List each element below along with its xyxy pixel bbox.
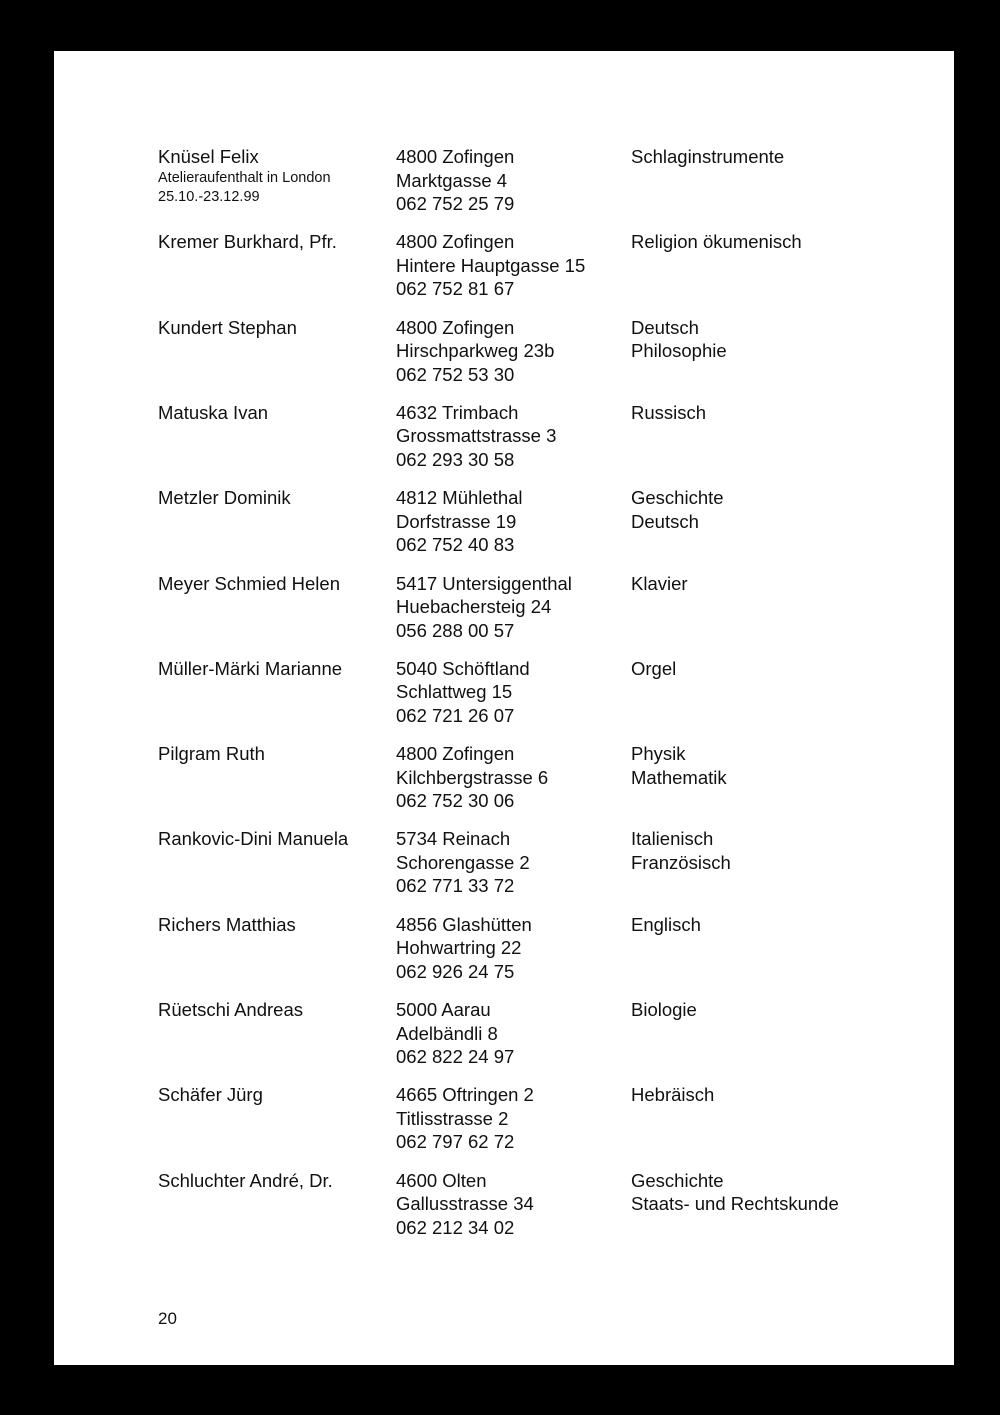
address-block: [396, 401, 556, 472]
address-block: [396, 827, 530, 898]
city-line: 5417 Untersiggenthal: [396, 572, 572, 594]
city-line: 4800 Zofingen: [396, 146, 515, 167]
subject-item: Klavier: [631, 572, 688, 594]
subjects: [631, 401, 706, 425]
city-line: 5040 Schöftland: [396, 657, 530, 679]
directory-entry: [54, 1169, 954, 1255]
subjects: [631, 316, 727, 363]
subject-item: Deutsch: [631, 316, 699, 338]
address-block: [396, 913, 532, 984]
person-note: [158, 169, 331, 207]
person-name: Rankovic-Dini Manuela: [158, 828, 349, 850]
phone-number: 062 926 24 75: [396, 960, 515, 982]
city-line: 4856 Glashütten: [396, 913, 532, 935]
subjects: [631, 230, 802, 254]
address-block: [396, 145, 514, 216]
address-block: [396, 230, 585, 301]
directory-entry: [54, 401, 954, 487]
person-name: Rüetschi Andreas: [158, 999, 304, 1020]
street-line: Hohwartring 22: [396, 937, 522, 959]
directory-entry: [54, 230, 954, 316]
phone-number: 062 212 34 02: [396, 1216, 515, 1238]
street-line: Huebachersteig 24: [396, 596, 552, 617]
address-block: [396, 1083, 534, 1154]
directory-entry: [54, 742, 954, 828]
subject-item: Französisch: [631, 851, 731, 873]
subjects: [631, 572, 688, 596]
street-line: Grossmattstrasse 3: [396, 425, 557, 447]
page-number: 20: [158, 1309, 177, 1328]
directory-entry: [54, 316, 954, 402]
subjects: [631, 486, 724, 533]
directory-entry: [54, 486, 954, 572]
street-line: Adelbändli 8: [396, 1022, 498, 1044]
directory-entry: [54, 657, 954, 743]
subject-item: Biologie: [631, 999, 697, 1020]
subjects: [631, 998, 697, 1022]
person-name: Kremer Burkhard, Pfr.: [158, 231, 337, 253]
subject-item: Englisch: [631, 913, 701, 935]
directory-entry: [54, 913, 954, 999]
city-line: 4812 Mühlethal: [396, 487, 523, 509]
street-line: Gallusstrasse 34: [396, 1193, 534, 1215]
phone-number: 062 293 30 58: [396, 448, 515, 470]
address-block: [396, 657, 530, 728]
city-line: 4600 Olten: [396, 1169, 487, 1191]
city-line: 4800 Zofingen: [396, 231, 515, 253]
address-block: [396, 998, 514, 1069]
phone-number: 062 771 33 72: [396, 875, 515, 897]
phone-number: 062 752 40 83: [396, 534, 515, 556]
street-line: Kilchbergstrasse 6: [396, 766, 549, 788]
person-name: Metzler Dominik: [158, 487, 291, 509]
directory-entry: [54, 827, 954, 913]
city-line: 5000 Aarau: [396, 999, 491, 1020]
city-line: 5734 Reinach: [396, 828, 511, 850]
person-name: Matuska Ivan: [158, 401, 269, 423]
street-line: Schorengasse 2: [396, 851, 530, 873]
person-name: Müller-Märki Marianne: [158, 657, 343, 679]
city-line: 4632 Trimbach: [396, 401, 519, 423]
phone-number: 056 288 00 57: [396, 619, 515, 641]
phone-number: 062 721 26 07: [396, 704, 515, 726]
phone-number: 062 822 24 97: [396, 1046, 515, 1067]
subject-item: Mathematik: [631, 766, 727, 788]
person-name: Pilgram Ruth: [158, 743, 265, 765]
street-line: Schlattweg 15: [396, 681, 513, 703]
street-line: Dorfstrasse 19: [396, 510, 517, 532]
subject-item: Hebräisch: [631, 1084, 715, 1106]
person-name: Schluchter André, Dr.: [158, 1169, 333, 1191]
subject-item: Religion ökumenisch: [631, 231, 802, 253]
subjects: [631, 657, 676, 681]
directory-entry: [54, 145, 954, 231]
phone-number: 062 752 25 79: [396, 193, 515, 214]
subject-item: Staats- und Rechtskunde: [631, 1193, 839, 1215]
subject-item: Geschichte: [631, 1169, 724, 1191]
subject-item: Philosophie: [631, 340, 727, 362]
person-name: Kundert Stephan: [158, 316, 297, 338]
phone-number: 062 752 81 67: [396, 278, 515, 300]
address-block: [396, 316, 554, 387]
subject-item: Schlaginstrumente: [631, 146, 785, 167]
person-name: Schäfer Jürg: [158, 1084, 263, 1106]
note-line: Atelieraufenthalt in London: [158, 170, 331, 186]
subject-item: Deutsch: [631, 510, 699, 532]
phone-number: 062 752 53 30: [396, 363, 515, 385]
address-block: [396, 742, 548, 813]
city-line: 4800 Zofingen: [396, 743, 515, 765]
address-block: [396, 1169, 534, 1240]
street-line: Marktgasse 4: [396, 169, 508, 191]
subject-item: Russisch: [631, 401, 707, 423]
street-line: Hintere Hauptgasse 15: [396, 254, 586, 276]
note-line: 25.10.-23.12.99: [158, 189, 260, 205]
phone-number: 062 752 30 06: [396, 790, 515, 812]
street-line: Titlisstrasse 2: [396, 1107, 509, 1129]
street-line: Hirschparkweg 23b: [396, 340, 555, 362]
subjects: [631, 913, 701, 937]
subjects: [631, 1083, 714, 1107]
directory-entry: [54, 998, 954, 1084]
subjects: [631, 145, 784, 169]
directory-entry: [54, 572, 954, 658]
subject-item: Geschichte: [631, 487, 724, 509]
city-line: 4665 Oftringen 2: [396, 1084, 534, 1106]
directory-entry: [54, 1083, 954, 1169]
subjects: [631, 1169, 839, 1216]
subject-item: Italienisch: [631, 828, 714, 850]
person-name: Richers Matthias: [158, 913, 296, 935]
address-block: [396, 572, 572, 643]
subject-item: Physik: [631, 743, 686, 765]
person-name: Meyer Schmied Helen: [158, 572, 340, 594]
person-name: Knüsel Felix: [158, 146, 259, 167]
subject-item: Orgel: [631, 657, 677, 679]
city-line: 4800 Zofingen: [396, 316, 515, 338]
subjects: [631, 742, 727, 789]
phone-number: 062 797 62 72: [396, 1131, 515, 1153]
address-block: [396, 486, 523, 557]
subjects: [631, 827, 731, 874]
document-page: [54, 51, 954, 1365]
